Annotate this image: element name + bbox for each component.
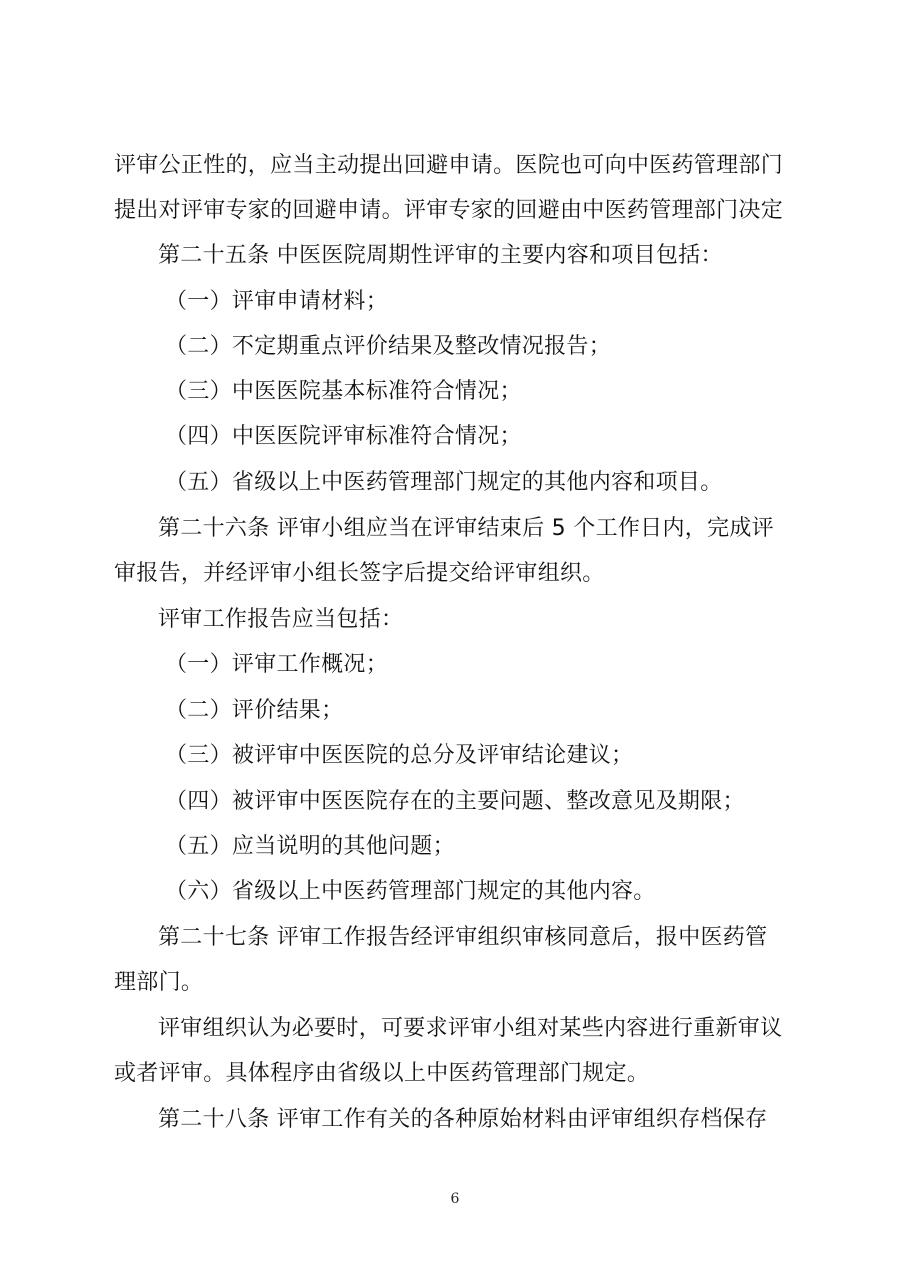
article-27-heading: 第二十七条 评审工作报告经评审组织审核同意后，报中医药管	[158, 925, 768, 950]
list-item: （六）省级以上中医药管理部门规定的其他内容。	[165, 879, 656, 904]
article-25-heading: 第二十五条 中医医院周期性评审的主要内容和项目包括：	[158, 243, 723, 268]
text-line: 理部门。	[114, 970, 204, 995]
article-26-heading: 第二十六条 评审小组应当在评审结束后 5 个工作日内，完成评	[158, 516, 774, 541]
text-line: 评审组织认为必要时，可要求评审小组对某些内容进行重新审议	[158, 1016, 783, 1041]
text-line: 或者评审。具体程序由省级以上中医药管理部门规定。	[114, 1061, 650, 1086]
text-line: 评审工作报告应当包括：	[158, 607, 404, 632]
list-item: （一）评审工作概况；	[165, 652, 389, 677]
page-number: 6	[450, 1191, 460, 1207]
list-item: （四）被评审中医医院存在的主要问题、整改意见及期限；	[165, 789, 745, 814]
list-item: （一）评审申请材料；	[165, 289, 389, 314]
text-line: 审报告，并经评审小组长签字后提交给评审组织。	[114, 561, 605, 586]
text-line: 评审公正性的，应当主动提出回避申请。医院也可向中医药管理部门	[114, 153, 784, 178]
list-item: （三）中医医院基本标准符合情况；	[165, 379, 522, 404]
list-item: （五）省级以上中医药管理部门规定的其他内容和项目。	[165, 470, 723, 495]
text-line: 提出对评审专家的回避申请。评审专家的回避由中医药管理部门决定	[114, 198, 784, 223]
list-item: （五）应当说明的其他问题；	[165, 834, 455, 859]
list-item: （二）评价结果；	[165, 698, 344, 723]
list-item: （二）不定期重点评价结果及整改情况报告；	[165, 334, 612, 359]
list-item: （四）中医医院评审标准符合情况；	[165, 424, 522, 449]
list-item: （三）被评审中医医院的总分及评审结论建议；	[165, 743, 634, 768]
article-28-heading: 第二十八条 评审工作有关的各种原始材料由评审组织存档保存	[158, 1107, 768, 1132]
